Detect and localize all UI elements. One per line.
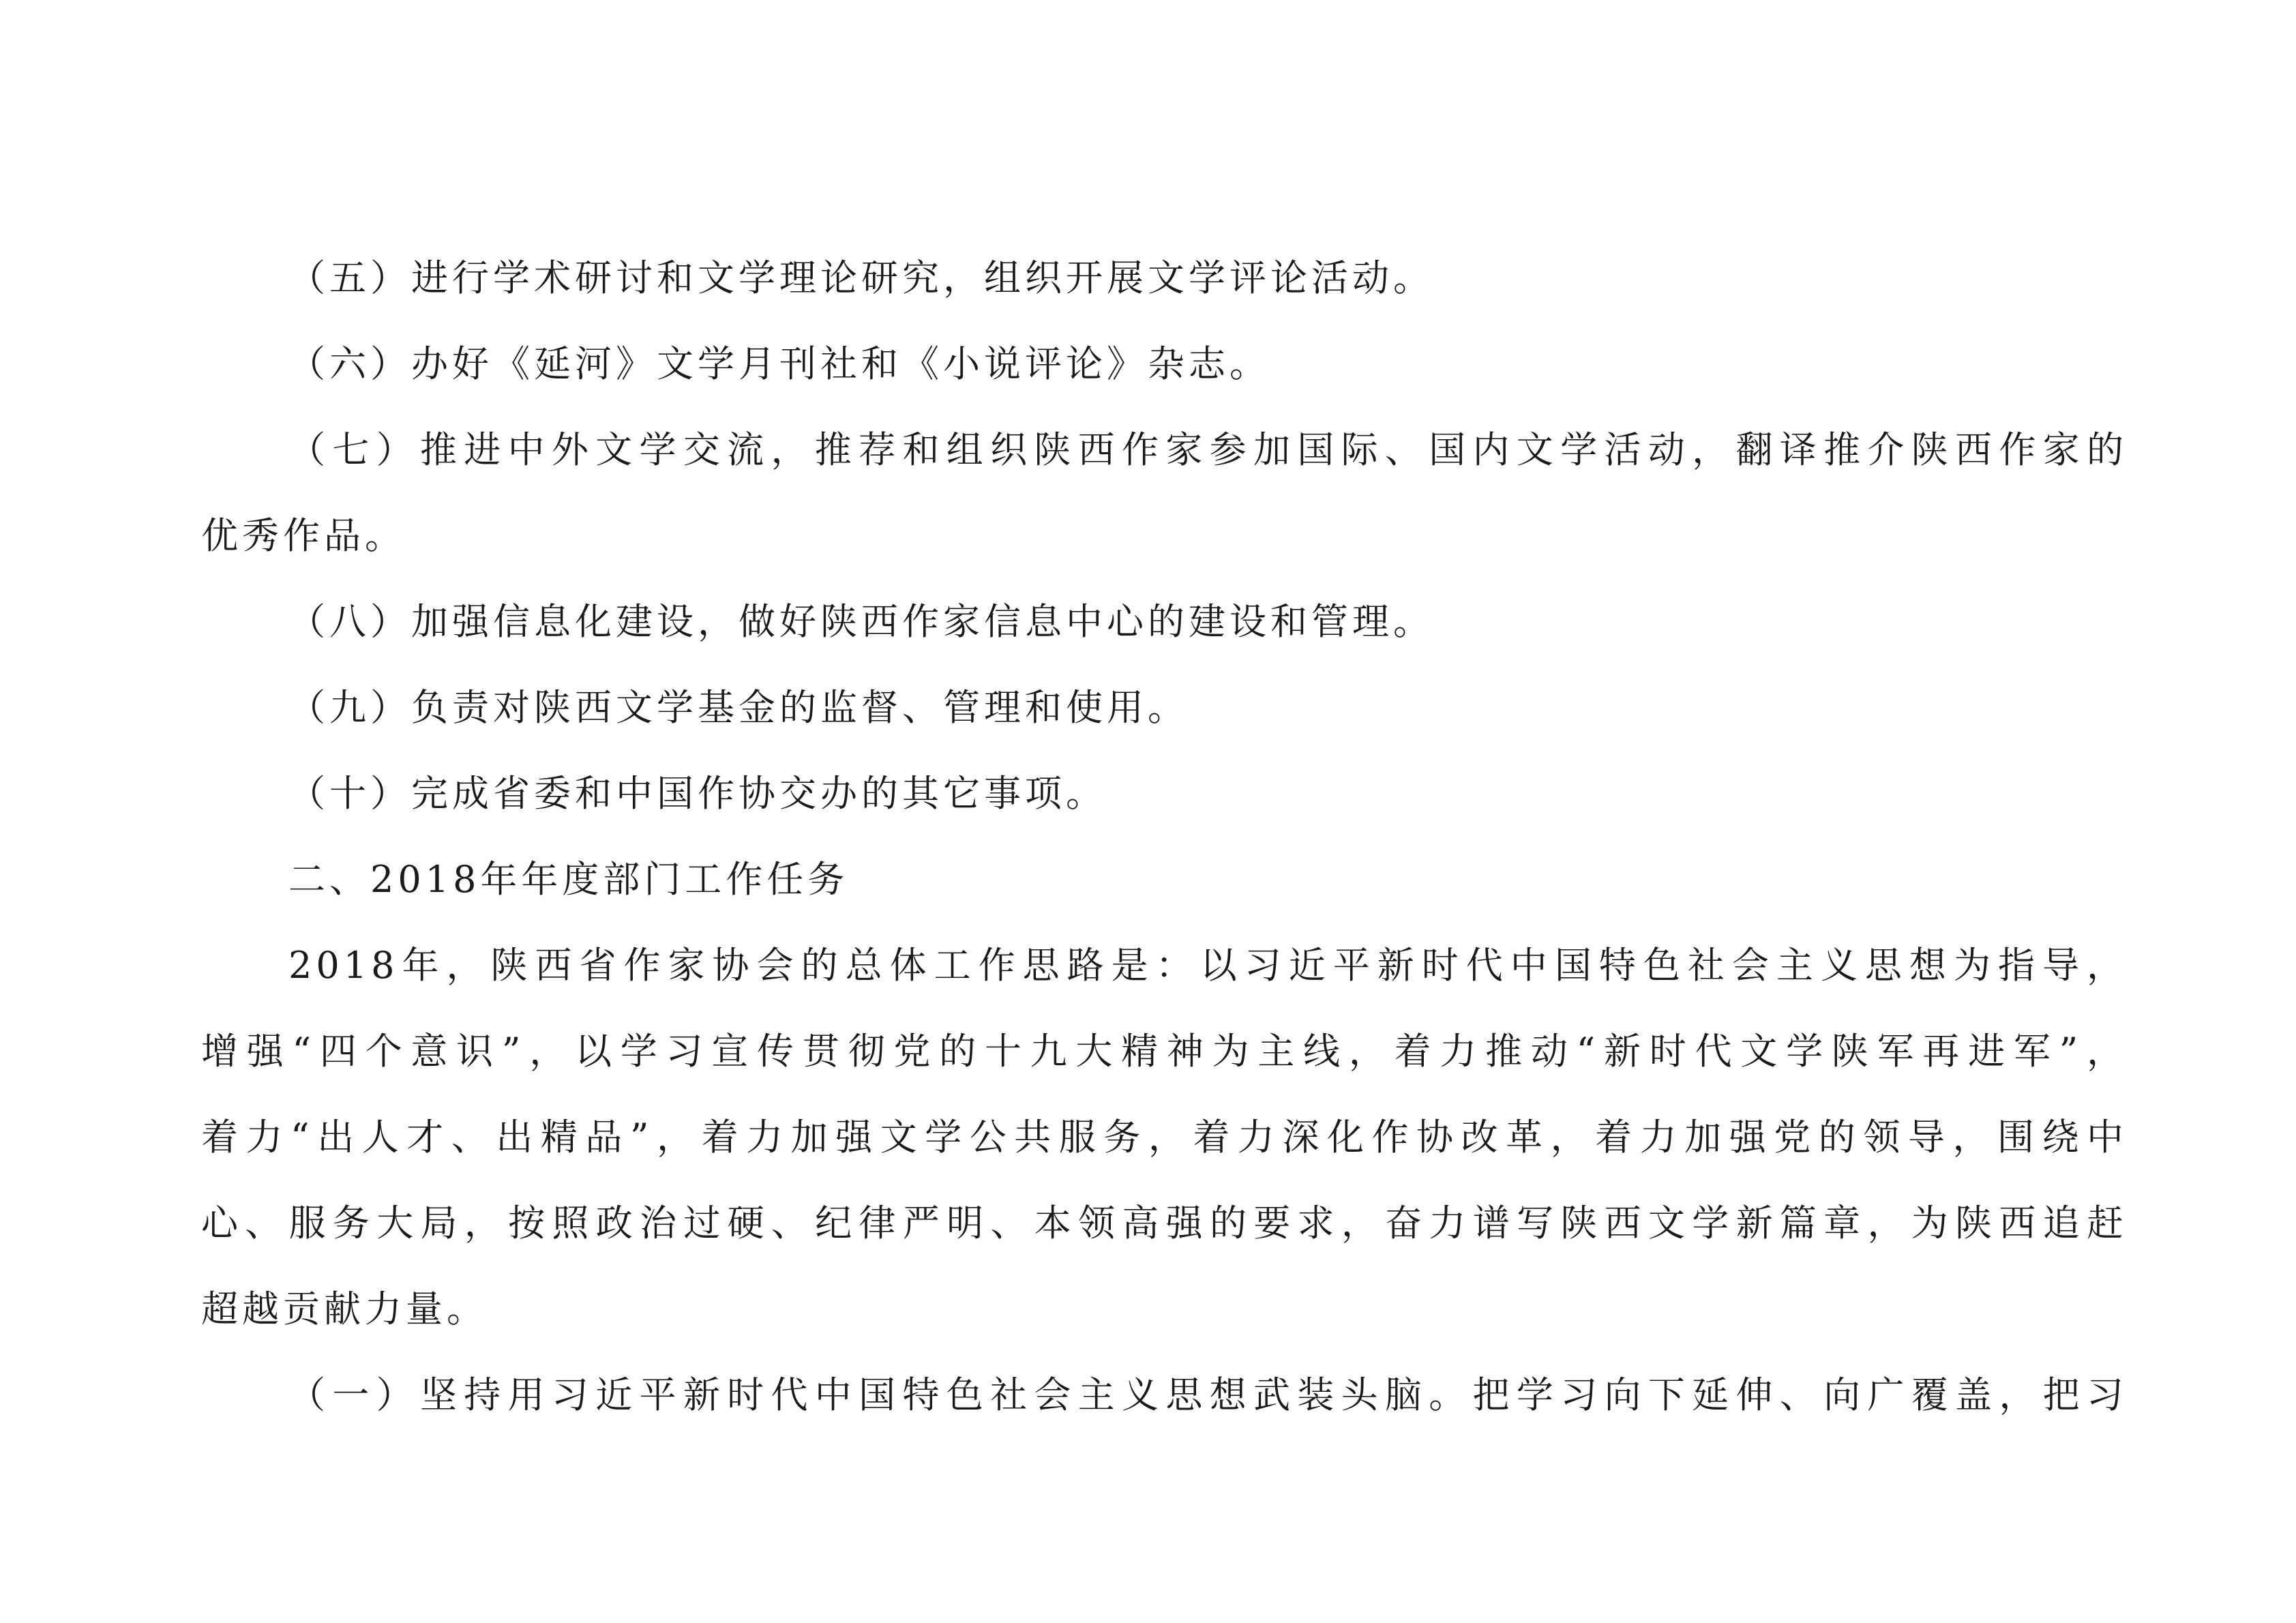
paragraph-item-7-line-2: 优秀作品。 — [201, 514, 406, 557]
summary-paragraph-line-4: 心、服务大局，按照政治过硬、纪律严明、本领高强的要求，奋力谱写陕西文学新篇章，为陕西追赶 — [201, 1202, 2128, 1245]
summary-paragraph-line-3: 着力“出人才、出精品”，着力加强文学公共服务，着力深化作协改革，着力加强党的领导，围绕中 — [201, 1116, 2128, 1159]
paragraph-item-10: （十）完成省委和中国作协交办的其它事项。 — [288, 772, 1107, 815]
document-body — [201, 235, 2128, 1438]
summary-paragraph-line-5: 超越贡献力量。 — [201, 1287, 488, 1330]
task-item-1-line-1: （一）坚持用习近平新时代中国特色社会主义思想武装头脑。把学习向下延伸、向广覆盖，把习 — [288, 1373, 2128, 1416]
paragraph-item-6: （六）办好《延河》文学月刊社和《小说评论》杂志。 — [288, 342, 1270, 385]
section-heading-2: 二、2018年年度部门工作任务 — [288, 858, 849, 901]
paragraph-item-8: （八）加强信息化建设，做好陕西作家信息中心的建设和管理。 — [288, 600, 1434, 643]
paragraph-item-7-line-1: （七）推进中外文学交流，推荐和组织陕西作家参加国际、国内文学活动，翻译推介陕西作家的 — [288, 428, 2128, 471]
summary-paragraph-line-2: 增强“四个意识”，以学习宣传贯彻党的十九大精神为主线，着力推动“新时代文学陕军再进军”， — [201, 1030, 2128, 1073]
paragraph-item-5: （五）进行学术研讨和文学理论研究，组织开展文学评论活动。 — [288, 256, 1434, 299]
paragraph-item-9: （九）负责对陕西文学基金的监督、管理和使用。 — [288, 686, 1189, 729]
summary-paragraph-line-1: 2018年，陕西省作家协会的总体工作思路是：以习近平新时代中国特色社会主义思想为指导， — [288, 944, 2128, 987]
